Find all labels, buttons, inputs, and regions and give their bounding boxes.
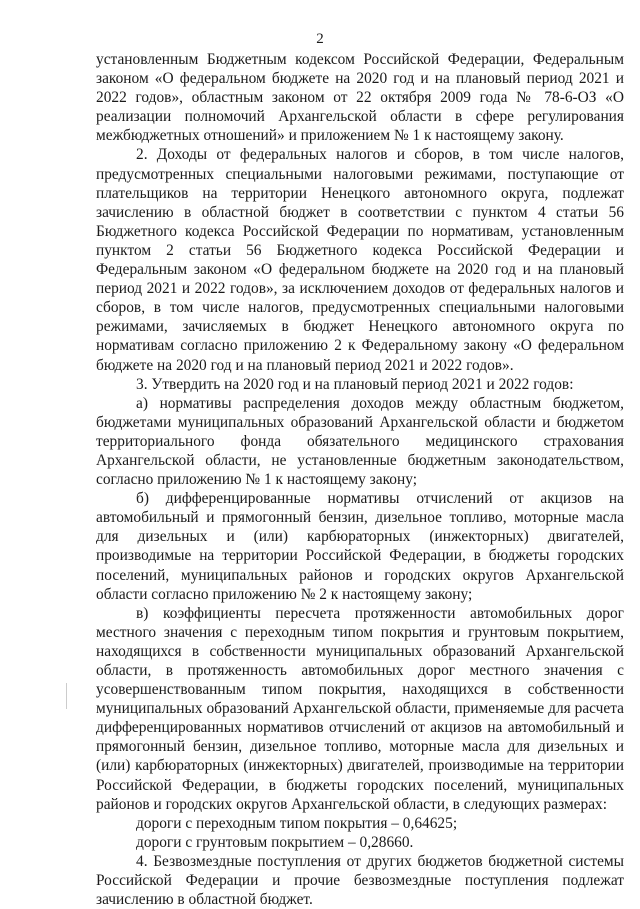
paragraph-item-2: 2. Доходы от федеральных налогов и сборов, в том числе налогов, предусмотренных специальными налоговыми режимами, поступающие от плательщиков на территории Ненецкого автономного округа, подлежат зачислению в областной бюджет в соответствии с пунктом 4 статьи 56 Бюджетного кодекса Российской Федерации по нормативам, установленным пунктом 2 статьи 56 Бюджетного кодекса Российской Федерации и Федеральным законом «О федеральном бюджете на 2020 год и на плановый период 2021 и 2022 годов», за исключением доходов от федеральных налогов и сборов, в том числе налогов, предусмотренных специальными налоговыми режимами, зачисляемых в бюджет Ненецкого автономного округа по нормативам согласно приложению 2 к Федеральному закону «О федеральном бюджете на 2020 год и на плановый период 2021 и 2022 годов». bbox=[96, 146, 624, 374]
paragraph-subitem-b: б) дифференцированные нормативы отчислений от акцизов на автомобильный и прямогонный бензин, дизельное топливо, моторные масла для дизельных и (или) карбюраторных (инжекторных) двигателей, производимые на территории Российской Федерации, в бюджеты городских поселений, муниципальных районов и городских округов Архангельской области согласно приложению № 2 к настоящему закону; bbox=[96, 490, 624, 603]
coefficient-transitional-roads: дороги с переходным типом покрытия – 0,64625; bbox=[136, 814, 458, 832]
paragraph-continuation: установленным Бюджетным кодексом Российской Федерации, Федеральным законом «О федеральном бюджете на 2020 год и на плановый период 2021 и 2022 годов», областным законом от 22 октября 2009 года № 78-6-ОЗ «О реализации полномочий Архангельской области в сфере регулирования межбюджетных отношений» и приложением № 1 к настоящему закону. bbox=[96, 51, 624, 145]
margin-mark bbox=[66, 683, 67, 709]
page-number: 2 bbox=[316, 31, 324, 47]
document-body bbox=[96, 50, 624, 909]
paragraph-item-3: 3. Утвердить на 2020 год и на плановый период 2021 и 2022 годов: bbox=[136, 375, 574, 393]
paragraph-subitem-v: в) коэффициенты пересчета протяженности автомобильных дорог местного значения с переходным типом покрытия и грунтовым покрытием, находящихся в собственности муниципальных образований Архангельской области, в протяженность автомобильных дорог местного значения с усовершенствованным типом покрытия, находящихся в собственности муниципальных образований Архангельской области, применяемые для расчета дифференцированных нормативов отчислений от акцизов на автомобильный и прямогонный бензин, дизельное топливо, моторные масла для дизельных и (или) карбюраторных (инжекторных) двигателей, производимые на территории Российской Федерации, в бюджеты городских поселений, муниципальных районов и городских округов Архангельской области, в следующих размерах: bbox=[96, 604, 624, 813]
coefficient-dirt-roads: дороги с грунтовым покрытием – 0,28660. bbox=[136, 833, 414, 851]
paragraph-subitem-a: а) нормативы распределения доходов между областным бюджетом, бюджетами муниципальных образований Архангельской области и бюджетом территориального фонда обязательного медицинского страхования Архангельской области, не установленные бюджетным законодательством, согласно приложению № 1 к настоящему закону; bbox=[96, 394, 624, 489]
paragraph-item-4: 4. Безвозмездные поступления от других бюджетов бюджетной системы Российской Федерации и прочие безвозмездные поступления подлежат зачислению в областной бюджет. bbox=[96, 852, 624, 909]
